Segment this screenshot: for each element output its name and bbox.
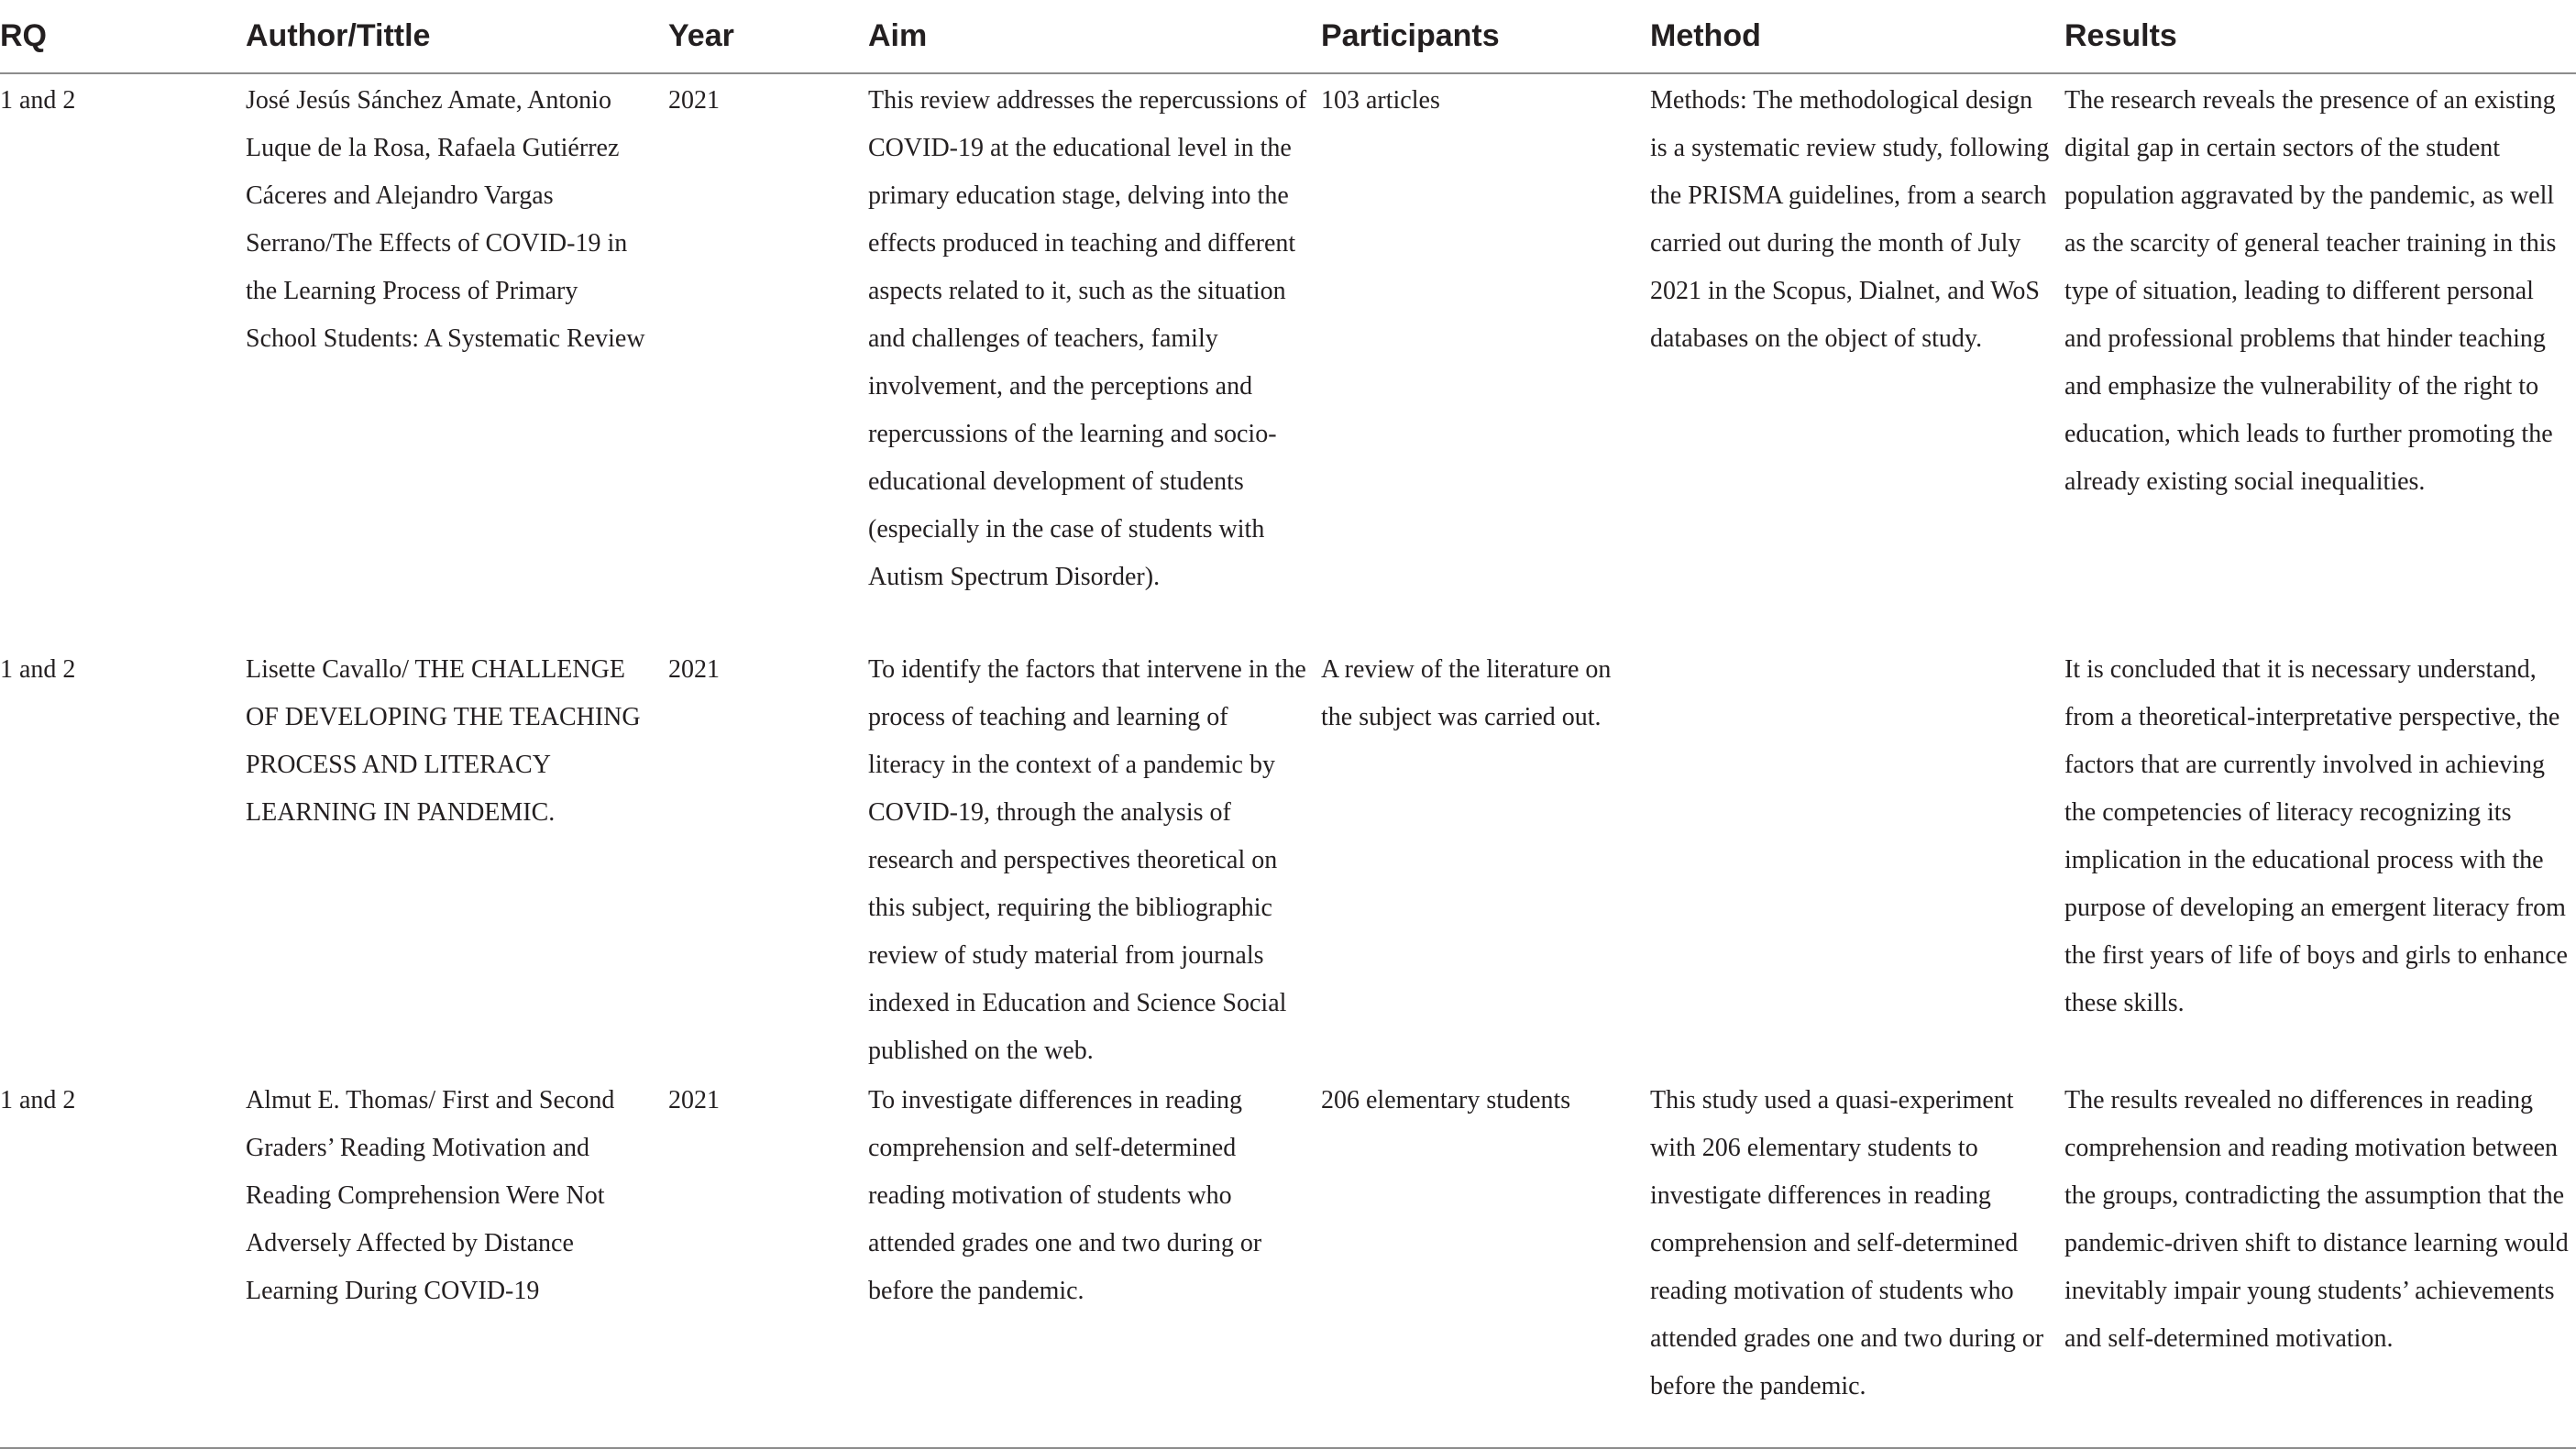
header-aim: Aim	[868, 0, 1321, 73]
cell-year: 2021	[668, 1077, 868, 1448]
cell-rq: 1 and 2	[0, 1077, 246, 1448]
cell-participants: 103 articles	[1321, 86, 1440, 115]
cell-method: This study used a quasi-experiment with 206 elementary students to investigate differences in reading comprehension and self-determined reading motivation of students who attended grades one and two during or before the pandemic.	[1650, 1077, 2064, 1448]
cell-aim: This review addresses the repercussions of COVID-19 at the educational level in the primary education stage, delving into the effects produced in teaching and different aspects related to it, such as the situation and challenges of teachers, family involvement, and the perceptions and repercussions of the learning and socio-educational development of students (especially in the case of students with Autism Spectrum Disorder).	[868, 86, 1307, 591]
header-author-title: Author/Tittle	[246, 0, 668, 73]
cell-participants: 206 elementary students	[1321, 1077, 1650, 1448]
table-header-row	[0, 0, 2576, 73]
table-row	[0, 73, 2576, 646]
cell-aim: To investigate differences in reading comprehension and self-determined reading motivation of students who attended grades one and two during or before the pandemic.	[868, 1077, 1321, 1448]
cell-rq: 1 and 2	[0, 86, 76, 115]
cell-aim: To identify the factors that intervene in the process of teaching and learning of literacy in the context of a pandemic by COVID-19, through the analysis of research and perspectives theoretical on this subject, requiring the bibliographic review of study material from journals indexed in Education and Science Social published on the web.	[868, 655, 1306, 1065]
table-row	[0, 1077, 2576, 1448]
cell-results: It is concluded that it is necessary understand, from a theoretical-interpretative perspective, the factors that are currently involved in achieving the competencies of literacy recognizing its implication in the educational process with the purpose of developing an emergent literacy from the first years of life of boys and girls to enhance these skills.	[2064, 655, 2568, 1017]
cell-year: 2021	[668, 655, 720, 684]
cell-participants: A review of the literature on the subject was carried out.	[1321, 655, 1612, 731]
cell-method	[1650, 646, 2064, 1077]
cell-results: The results revealed no differences in reading comprehension and reading motivation between the groups, contradicting the assumption that the pandemic-driven shift to distance learning would inevitably impair young students’ achievements and self-determined motivation.	[2064, 1077, 2576, 1448]
cell-author-title: Lisette Cavallo/ THE CHALLENGE OF DEVELOPING THE TEACHING PROCESS AND LITERACY LEARNING IN PANDEMIC.	[246, 655, 641, 827]
table-row	[0, 646, 2576, 1077]
header-rq: RQ	[0, 0, 246, 73]
header-participants: Participants	[1321, 0, 1650, 73]
header-year: Year	[668, 0, 868, 73]
cell-author-title: Almut E. Thomas/ First and Second Graders’ Reading Motivation and Reading Comprehension Were Not Adversely Affected by Distance Learning During COVID-19	[246, 1077, 668, 1448]
cell-rq: 1 and 2	[0, 655, 76, 684]
cell-method: Methods: The methodological design is a systematic review study, following the PRISMA guidelines, from a search carried out during the month of July 2021 in the Scopus, Dialnet, and WoS databases on the object of study.	[1650, 86, 2050, 353]
cell-year: 2021	[668, 86, 720, 115]
header-results: Results	[2064, 0, 2576, 73]
cell-results: The research reveals the presence of an existing digital gap in certain sectors of the student population aggravated by the pandemic, as well as the scarcity of general teacher training in this type of situation, leading to different personal and professional problems that hinder teaching and emphasize the vulnerability of the right to education, which leads to further promoting the already existing social inequalities.	[2064, 86, 2557, 496]
cell-author-title: José Jesús Sánchez Amate, Antonio Luque de la Rosa, Rafaela Gutiérrez Cáceres and Alejandro Vargas Serrano/The Effects of COVID-19 in the Learning Process of Primary School Students: A Systematic Review	[246, 86, 645, 353]
header-method: Method	[1650, 0, 2064, 73]
